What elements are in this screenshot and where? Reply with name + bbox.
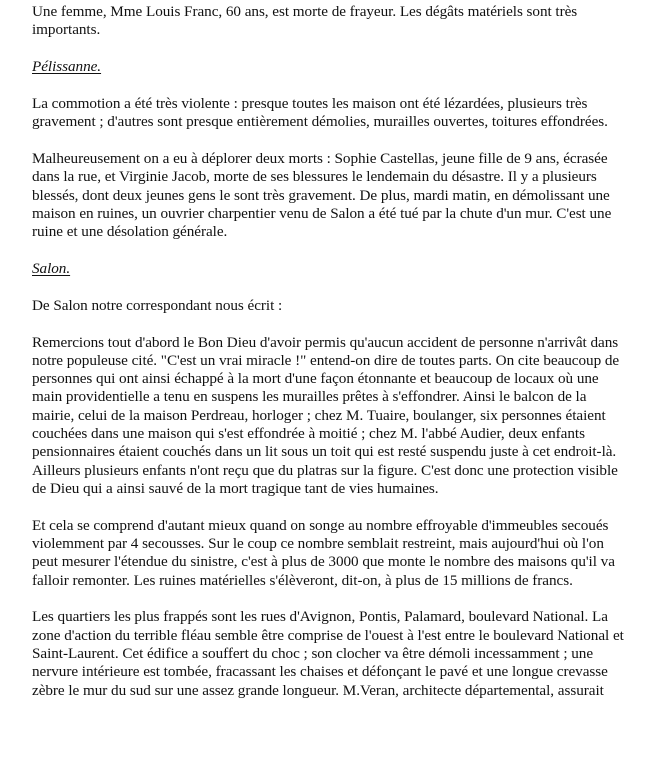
paragraph-correspondant: De Salon notre correspondant nous écrit :: [32, 296, 283, 314]
paragraph-remercions: Remercions tout d'abord le Bon Dieu d'avoir permis qu'aucun accident de personne n'arrivât dans notre populeuse cité. "C'est un vrai miracle !" entend-on dire de toutes parts. On cite beaucoup de personnes qui ont ainsi échappé à la mort d'une façon étonnante et beaucoup de locaux où une main providentielle a tenu en suspens les murailles prêtes à s'effondrer. Ainsi le balcon de la mairie, celui de la maison Perdreau, horloger ; chez M. Tuaire, boulanger, six personnes étaient couchées dans une maison qui s'est effondrée à moitié ; chez M. l'abbé Audier, deux enfants pensionnaires étaient couchés dans un lit sous un toit qui est resté suspendu juste à cet endroit-là. Ailleurs plusieurs enfants n'ont reçu que du platras sur la figure. C'est donc une protection visible de Dieu qui a ainsi sauvé de la mort tragique tant de vies humaines.: [32, 333, 620, 497]
heading-pelissanne: Pélissanne.: [32, 58, 102, 76]
paragraph-quartiers: Les quartiers les plus frappés sont les rues d'Avignon, Pontis, Palamard, boulevard National. La zone d'action du terrible fléau semble être comprise de l'ouest à l'est entre le boulevard National et Saint-Laurent. Cet édifice a souffert du choc ; son clocher va être démoli incessamment ; une nervure intérieure est tombée, fracassant les chaises et défonçant le pavé et une longue crevasse zèbre le mur du sud sur une assez grande longueur. M.Veran, architecte départemental, assurait: [32, 608, 624, 699]
document-page: [32, 3, 632, 700]
heading-salon: Salon.: [32, 259, 71, 277]
paragraph-commotion: La commotion a été très violente : presque toutes les maison ont été lézardées, plusieurs très gravement ; d'autres sont presque entièrement démolies, murailles ouvertes, toitures effondrées.: [32, 94, 608, 131]
paragraph-deux-morts: Malheureusement on a eu à déplorer deux morts : Sophie Castellas, jeune fille de 9 ans, écrasée dans la rue, et Virginie Jacob, morte de ses blessures le lendemain du désastre. Il y a plusieurs blessés, dont deux jeunes gens le sont très gravement. De plus, mardi matin, en démolissant une maison en ruines, un ouvrier charpentier venu de Salon a été tué par la chute d'un mur. C'est une ruine et une désolation générale.: [32, 149, 612, 241]
paragraph-mme-franc: Une femme, Mme Louis Franc, 60 ans, est morte de frayeur. Les dégâts matériels sont très importants.: [32, 3, 578, 39]
paragraph-immeubles: Et cela se comprend d'autant mieux quand on songe au nombre effroyable d'immeubles secoués violemment par 4 secousses. Sur le coup ce nombre semblait restreint, mais aujourd'hui où l'on peut mesurer l'étendue du sinistre, c'est à plus de 3000 que monte le nombre des maisons qu'il va falloir remonter. Les ruines matérielles s'élèveront, dit-on, à plus de 15 millions de francs.: [32, 516, 615, 589]
